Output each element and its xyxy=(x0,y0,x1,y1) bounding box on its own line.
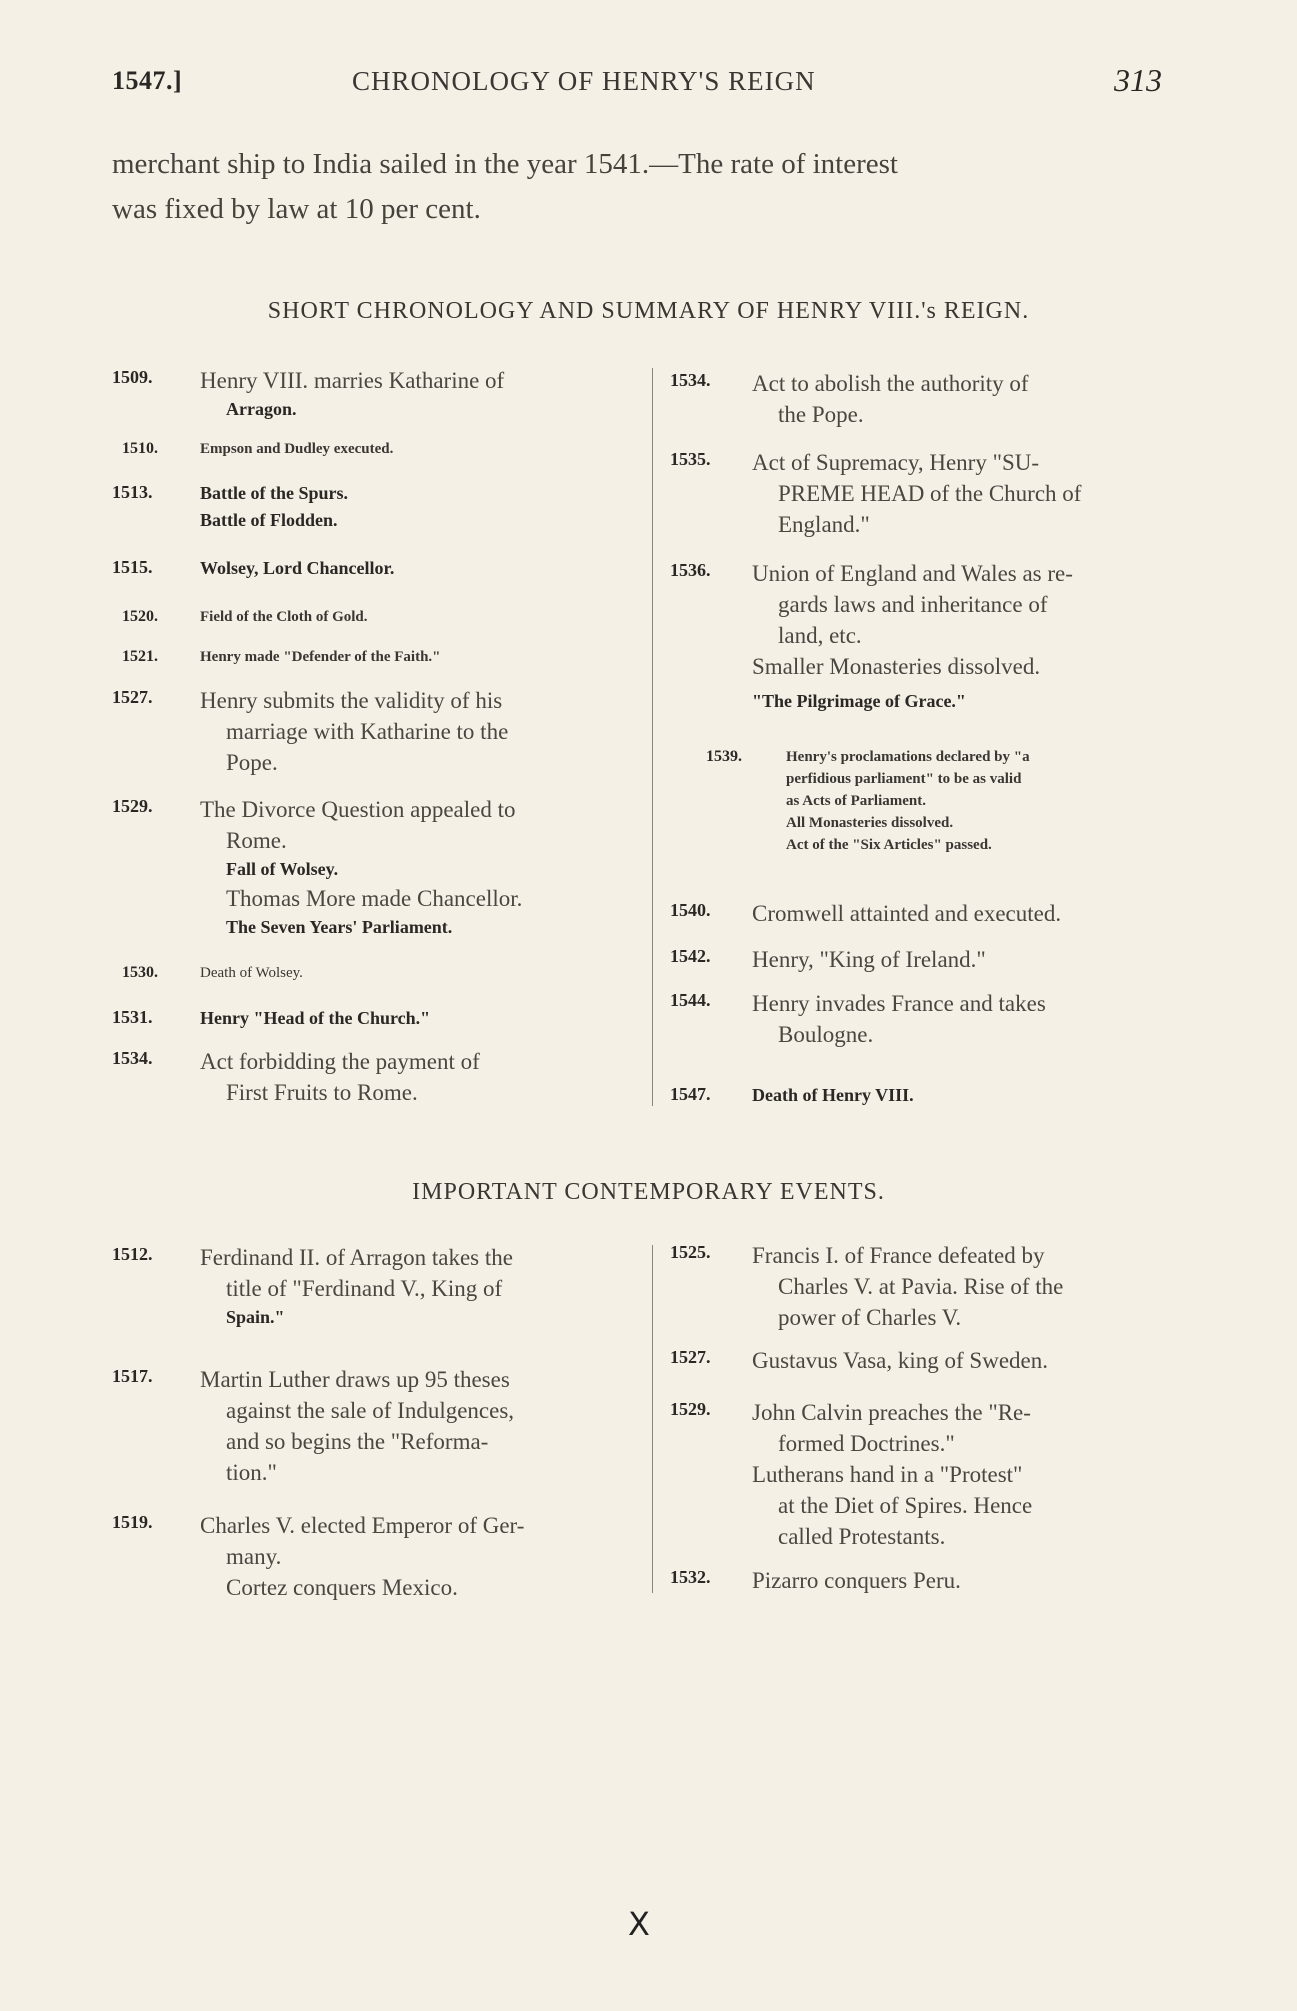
signature-mark: X xyxy=(628,1905,650,1943)
entry-year: 1530. xyxy=(122,964,158,981)
entry-line: Cortez conquers Mexico. xyxy=(226,1575,458,1600)
entry-line: Boulogne. xyxy=(778,1022,874,1047)
entry-line: Act forbidding the payment of xyxy=(200,1049,480,1074)
entry-line: Battle of the Spurs. xyxy=(200,483,348,503)
entry-line: Henry submits the validity of his xyxy=(200,688,503,713)
entry-line: All Monasteries dissolved. xyxy=(786,815,954,831)
entry-line: First Fruits to Rome. xyxy=(226,1080,418,1105)
entry-line: Spain." xyxy=(226,1307,285,1327)
events-heading: IMPORTANT CONTEMPORARY EVENTS. xyxy=(412,1179,885,1205)
entry-line: many. xyxy=(226,1544,282,1569)
running-head-title: CHRONOLOGY OF HENRY'S REIGN xyxy=(352,66,816,96)
entry-line: called Protestants. xyxy=(778,1524,946,1549)
entry-line: Martin Luther draws up 95 theses xyxy=(200,1367,510,1392)
entry-line: Battle of Flodden. xyxy=(200,510,338,530)
entry-year: 1531. xyxy=(112,1007,153,1027)
entry-year: 1529. xyxy=(112,796,153,816)
column-divider xyxy=(652,1245,653,1593)
entry-line: at the Diet of Spires. Hence xyxy=(778,1493,1033,1518)
entry-line: Act of Supremacy, Henry "SU- xyxy=(752,450,1040,475)
page-number: 313 xyxy=(1114,62,1162,98)
column-divider xyxy=(652,368,653,1106)
running-head xyxy=(112,62,1162,102)
entry-line: marriage with Katharine to the xyxy=(226,719,509,744)
entry-line: Pope. xyxy=(226,750,278,775)
entry-year: 1539. xyxy=(706,748,742,765)
entry-line: perfidious parliament" to be as valid xyxy=(786,771,1022,787)
entry-line: Francis I. of France defeated by xyxy=(752,1243,1045,1268)
entry-line: Death of Henry VIII. xyxy=(752,1085,914,1105)
entry-line: Lutherans hand in a "Protest" xyxy=(752,1462,1023,1487)
entry-line: John Calvin preaches the "Re- xyxy=(752,1400,1031,1425)
entry-line: title of "Ferdinand V., King of xyxy=(226,1276,503,1301)
chronology-heading: SHORT CHRONOLOGY AND SUMMARY OF HENRY VIII.'s REIGN. xyxy=(267,298,1030,324)
entry-line: PREME HEAD of the Church of xyxy=(778,481,1082,506)
entry-line: Empson and Dudley executed. xyxy=(200,441,394,457)
entry-line: Henry's proclamations declared by "a xyxy=(786,749,1030,765)
entry-year: 1534. xyxy=(112,1048,153,1068)
running-head-year: 1547.] xyxy=(112,66,183,95)
entry-line: Charles V. elected Emperor of Ger- xyxy=(200,1513,525,1538)
entry-year: 1532. xyxy=(670,1567,711,1587)
entry-line: formed Doctrines." xyxy=(778,1431,955,1456)
entry-line: Smaller Monasteries dissolved. xyxy=(752,654,1041,679)
entry-line: Rome. xyxy=(226,828,287,853)
entry-line: Act of the "Six Articles" passed. xyxy=(786,837,992,853)
entry-year: 1534. xyxy=(670,370,711,390)
entry-year: 1509. xyxy=(112,367,153,387)
entry-line: Act to abolish the authority of xyxy=(752,371,1029,396)
entry-year: 1540. xyxy=(670,900,711,920)
entry-line: gards laws and inheritance of xyxy=(778,592,1048,617)
intro-line: merchant ship to India sailed in the year 1541.—The rate of interest xyxy=(112,148,898,180)
entry-year: 1519. xyxy=(112,1512,153,1532)
entry-line: Field of the Cloth of Gold. xyxy=(200,609,368,625)
entry-line: Henry made "Defender of the Faith." xyxy=(200,649,441,665)
entry-line: tion." xyxy=(226,1460,277,1485)
entry-line: Pizarro conquers Peru. xyxy=(752,1568,961,1593)
entry-line: as Acts of Parliament. xyxy=(786,793,926,809)
entry-line: Henry invades France and takes xyxy=(752,991,1046,1016)
entry-line: Thomas More made Chancellor. xyxy=(226,886,523,911)
entry-line: Henry "Head of the Church." xyxy=(200,1008,431,1028)
entry-year: 1515. xyxy=(112,557,153,577)
entry-line: "The Pilgrimage of Grace." xyxy=(752,691,966,711)
entry-line: Ferdinand II. of Arragon takes the xyxy=(200,1245,513,1270)
entry-line: The Seven Years' Parliament. xyxy=(226,917,453,937)
entry-year: 1535. xyxy=(670,449,711,469)
entry-year: 1513. xyxy=(112,482,153,502)
entry-line: Fall of Wolsey. xyxy=(226,859,339,879)
entry-year: 1536. xyxy=(670,560,711,580)
entry-line: land, etc. xyxy=(778,623,862,648)
entry-year: 1510. xyxy=(122,440,158,457)
entry-line: power of Charles V. xyxy=(778,1305,962,1330)
entry-line: the Pope. xyxy=(778,402,864,427)
entry-year: 1512. xyxy=(112,1244,153,1264)
entry-line: and so begins the "Reforma- xyxy=(226,1429,489,1454)
entry-line: Cromwell attainted and executed. xyxy=(752,901,1062,926)
entry-line: Arragon. xyxy=(226,399,297,419)
entry-line: The Divorce Question appealed to xyxy=(200,797,516,822)
intro-line: was fixed by law at 10 per cent. xyxy=(112,193,481,225)
entry-line: Death of Wolsey. xyxy=(200,965,303,981)
entry-line: Wolsey, Lord Chancellor. xyxy=(200,558,395,578)
entry-line: England." xyxy=(778,512,870,537)
entry-year: 1527. xyxy=(112,687,153,707)
entry-line: Henry VIII. marries Katharine of xyxy=(200,368,505,393)
entry-line: Charles V. at Pavia. Rise of the xyxy=(778,1274,1064,1299)
entry-year: 1527. xyxy=(670,1347,711,1367)
entry-line: Union of England and Wales as re- xyxy=(752,561,1073,586)
entry-year: 1547. xyxy=(670,1084,711,1104)
entry-year: 1517. xyxy=(112,1366,153,1386)
intro-paragraph xyxy=(112,142,1182,232)
entry-year: 1525. xyxy=(670,1242,711,1262)
entry-year: 1542. xyxy=(670,946,711,966)
entry-line: Gustavus Vasa, king of Sweden. xyxy=(752,1348,1048,1373)
entry-year: 1521. xyxy=(122,648,158,665)
entry-line: against the sale of Indulgences, xyxy=(226,1398,515,1423)
entry-year: 1544. xyxy=(670,990,711,1010)
entry-line: Henry, "King of Ireland." xyxy=(752,947,986,972)
entry-year: 1520. xyxy=(122,608,158,625)
entry-year: 1529. xyxy=(670,1399,711,1419)
